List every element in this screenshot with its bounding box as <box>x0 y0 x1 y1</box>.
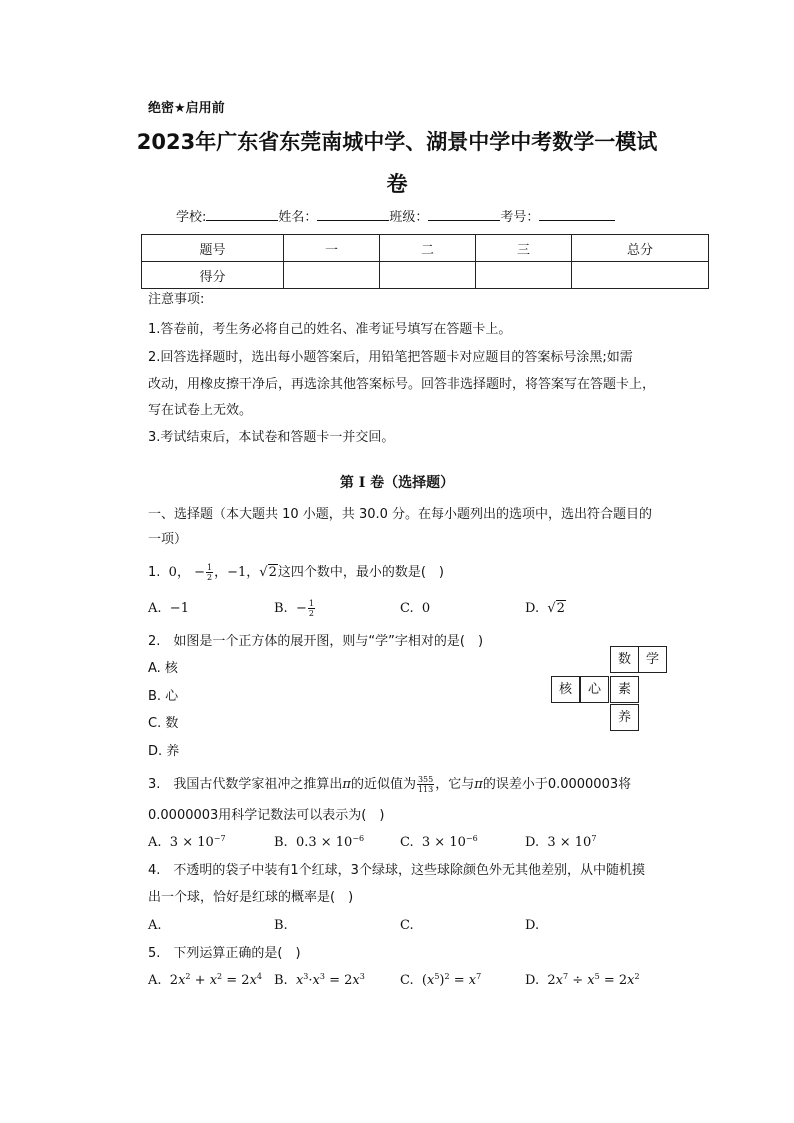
info-fields <box>176 206 615 225</box>
option-label: A. <box>148 835 162 850</box>
net-cell-xin: 心 <box>580 676 609 703</box>
math-var: x <box>249 973 257 988</box>
q5-option-b[interactable] <box>274 968 365 994</box>
exam-id-blank[interactable] <box>539 207 615 221</box>
q5-option-c[interactable] <box>400 968 481 994</box>
school-blank[interactable] <box>206 207 278 221</box>
q2-option-b[interactable]: B. 心 <box>148 689 179 704</box>
math-op: = <box>324 973 345 988</box>
notice-item-2-cont: 改动，用橡皮擦干净后，再选涂其他答案标号。回答非选择题时，将答案写在答题卡上， <box>148 377 656 392</box>
math-term: 2 <box>344 973 353 988</box>
table-row <box>142 262 709 289</box>
question-1 <box>148 560 444 586</box>
math-var: x <box>555 973 563 988</box>
option-value: −1 <box>169 601 189 616</box>
q1-option-a[interactable] <box>148 596 189 622</box>
confidential-mark: 绝密★启用前 <box>148 101 225 116</box>
table-cell: 得分 <box>142 262 284 289</box>
question-4-cont: 出一个球，恰好是红球的概率是( ) <box>148 890 354 905</box>
notice-item-2: 2.回答选择题时，选出每小题答案后，用铅笔把答题卡对应题目的答案标号涂黑;如需 <box>148 350 633 365</box>
math-var: x <box>209 973 218 988</box>
math-term: 0， <box>168 565 190 580</box>
q-number: 1. <box>148 565 161 580</box>
table-cell: 总分 <box>572 235 709 262</box>
question-text: ，它与 <box>435 777 475 792</box>
name-blank[interactable] <box>317 207 389 221</box>
q3-option-c[interactable] <box>400 830 478 856</box>
exponent: 2 <box>634 972 640 981</box>
q3-option-b[interactable] <box>274 830 364 856</box>
question-2: 2. 如图是一个正方体的展开图，则与“学”字相对的是( ) <box>148 634 484 649</box>
math-var: x <box>352 973 360 988</box>
score-cell[interactable] <box>380 262 476 289</box>
question-4: 4. 不透明的袋子中装有1个红球，3个绿球，这些球除颜色外无其他差别，从中随机摸 <box>148 863 645 878</box>
table-row <box>142 235 709 262</box>
q5-option-d[interactable] <box>525 968 640 994</box>
net-cell-xue: 学 <box>638 646 667 673</box>
question-text: 的误差小于0.0000003将 <box>482 777 632 792</box>
exponent: 3 <box>303 972 309 981</box>
math-op: ) <box>439 973 445 988</box>
q2-option-c[interactable]: C. 数 <box>148 716 179 731</box>
option-label: A. <box>148 601 162 616</box>
q4-option-d[interactable]: D. <box>525 918 540 933</box>
exponent: 4 <box>256 972 263 981</box>
table-cell: 一 <box>284 235 380 262</box>
option-label: C. <box>400 835 414 850</box>
exponent: −7 <box>213 834 226 843</box>
part-heading-cont: 一项） <box>148 532 188 547</box>
math-op: ÷ <box>568 973 588 988</box>
class-label: 班级： <box>389 210 429 225</box>
net-cell-su: 素 <box>610 676 639 703</box>
q4-option-c[interactable]: C. <box>400 918 414 933</box>
exponent: 5 <box>434 972 440 981</box>
math-term: ，−1， <box>214 565 260 580</box>
radicand: 2 <box>268 565 277 580</box>
math-op: + <box>190 973 210 988</box>
score-table <box>141 234 709 289</box>
class-blank[interactable] <box>428 207 500 221</box>
exponent: 3 <box>319 972 325 981</box>
question-text: 3. 我国古代数学家祖冲之推算出 <box>148 777 343 792</box>
option-value: 0.3 × 10 <box>295 835 353 850</box>
math-op: ( <box>421 973 427 988</box>
exponent: 7 <box>591 834 597 843</box>
option-label: D. <box>525 601 540 616</box>
math-var: x <box>295 973 304 988</box>
math-term: − <box>194 565 205 580</box>
part-heading: 一、选择题（本大题共 10 小题，共 30.0 分。在每小题列出的选项中，选出符合题目的 <box>148 507 653 522</box>
question-3 <box>148 772 631 798</box>
math-op: = <box>599 973 619 988</box>
fraction <box>417 775 434 794</box>
exam-title: 2023年广东省东莞南城中学、湖景中学中考数学一模试 <box>136 130 658 154</box>
frac-num: 1 <box>308 599 314 608</box>
score-cell[interactable] <box>572 262 709 289</box>
sqrt-2: √2 <box>259 565 277 580</box>
section-title: 第 I 卷（选择题） <box>339 475 455 491</box>
name-label: 姓名： <box>278 210 318 225</box>
option-value: 3 × 10 <box>169 835 214 850</box>
option-label: C. <box>400 973 414 988</box>
frac-den: 2 <box>207 573 213 582</box>
option-label: D. <box>525 973 540 988</box>
exponent: −6 <box>465 834 478 843</box>
notice-item-3: 3.考试结束后，本试卷和答题卡一并交回。 <box>148 430 395 445</box>
exam-title-cont: 卷 <box>386 172 408 196</box>
exponent: −6 <box>352 834 365 843</box>
net-cell-shu: 数 <box>610 646 639 673</box>
question-5: 5. 下列运算正确的是( ) <box>148 946 301 961</box>
table-cell: 题号 <box>142 235 284 262</box>
q1-option-d[interactable] <box>525 596 566 622</box>
fraction <box>308 599 315 618</box>
q2-option-d[interactable]: D. 养 <box>148 744 180 759</box>
math-var: x <box>312 973 320 988</box>
exponent: 3 <box>359 972 365 981</box>
question-3-cont: 0.0000003用科学记数法可以表示为( ) <box>148 808 385 823</box>
exponent: 5 <box>594 972 600 981</box>
q4-option-b[interactable]: B. <box>274 918 288 933</box>
pi-symbol: π <box>474 777 483 792</box>
notice-item-2-cont2: 写在试卷上无效。 <box>148 403 253 418</box>
school-label: 学校: <box>176 210 207 225</box>
math-var: x <box>468 973 477 988</box>
frac-num: 1 <box>207 563 213 572</box>
q4-option-a[interactable]: A. <box>148 918 162 933</box>
option-value: − <box>295 601 307 616</box>
math-term: 2 <box>169 973 179 988</box>
math-var: x <box>587 973 595 988</box>
q1-option-c[interactable] <box>400 596 430 622</box>
exponent: 2 <box>444 972 450 981</box>
question-text: 这四个数中，最小的数是( ) <box>277 565 444 580</box>
option-label: D. <box>525 835 540 850</box>
question-text: 的近似值为 <box>350 777 416 792</box>
q5-option-a[interactable] <box>148 968 262 994</box>
q1-option-b[interactable] <box>274 596 316 622</box>
table-cell: 二 <box>380 235 476 262</box>
exponent: 7 <box>562 972 569 981</box>
score-cell[interactable] <box>284 262 380 289</box>
q2-option-a[interactable]: A. 核 <box>148 661 178 676</box>
frac-den: 113 <box>417 785 434 794</box>
math-var: x <box>627 973 635 988</box>
exponent: 7 <box>476 972 482 981</box>
exponent: 2 <box>217 972 223 981</box>
math-op: · <box>308 973 313 988</box>
frac-num: 355 <box>417 775 434 784</box>
radicand: 2 <box>556 601 565 616</box>
option-label: B. <box>274 835 288 850</box>
math-term: 2 <box>618 973 628 988</box>
q3-option-a[interactable] <box>148 830 226 856</box>
frac-den: 2 <box>308 609 314 618</box>
math-term: 2 <box>241 973 250 988</box>
option-label: A. <box>148 973 162 988</box>
notice-item-1: 1.答卷前，考生务必将自己的姓名、准考证号填写在答题卡上。 <box>148 322 512 337</box>
option-value: 3 × 10 <box>421 835 466 850</box>
math-op: = <box>449 973 469 988</box>
option-label: C. <box>400 601 414 616</box>
score-cell[interactable] <box>476 262 572 289</box>
math-op: = <box>222 973 242 988</box>
fraction <box>206 563 213 582</box>
net-cell-yang: 养 <box>610 704 639 731</box>
pi-symbol: π <box>342 777 351 792</box>
notice-title: 注意事项: <box>148 292 205 307</box>
math-term: 2 <box>547 973 556 988</box>
exam-id-label: 考号： <box>500 210 540 225</box>
table-cell: 三 <box>476 235 572 262</box>
option-label: B. <box>274 973 288 988</box>
exponent: 2 <box>185 972 191 981</box>
option-value: 3 × 10 <box>547 835 592 850</box>
net-cell-he: 核 <box>551 676 580 703</box>
sqrt-2: √2 <box>547 601 565 616</box>
math-var: x <box>178 973 186 988</box>
option-label: B. <box>274 601 288 616</box>
q3-option-d[interactable] <box>525 830 596 856</box>
math-var: x <box>426 973 435 988</box>
option-value: 0 <box>421 601 431 616</box>
